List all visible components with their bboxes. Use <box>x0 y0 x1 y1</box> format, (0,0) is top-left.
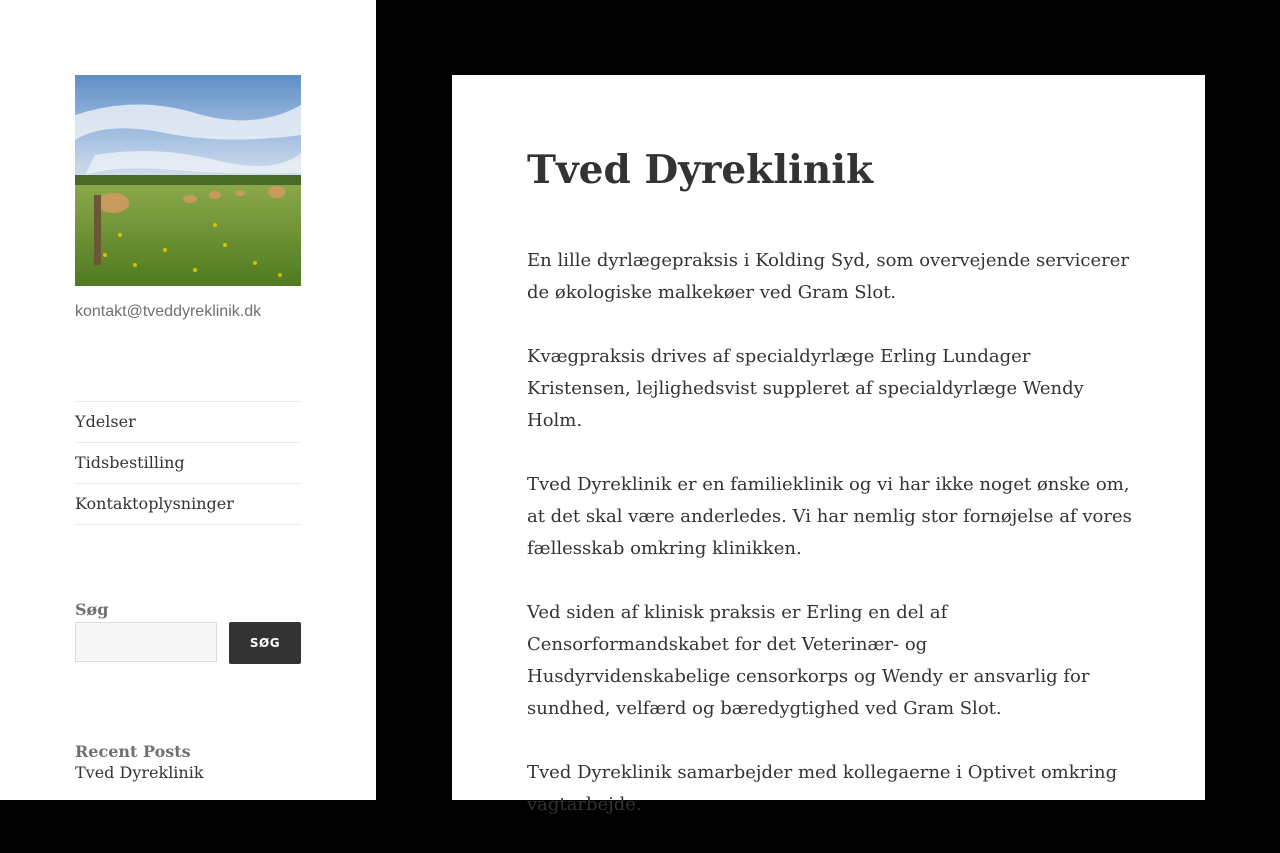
search-widget <box>75 600 301 664</box>
post-paragraph: Tved Dyreklinik er en familieklinik og vi har ikke noget ønske om, at det skal være anderledes. Vi har nemlig stor fornøjelse af vores fællesskab omkring klinikken. <box>527 474 1132 559</box>
post-paragraph: Ved siden af klinisk praksis er Erling en del af Censorformandskabet for det Veterinær- og Husdyrvidenskabelige censorkorps og Wendy er ansvarlig for sundhed, velfærd og bæredygtighed ved Gram Slot. <box>527 602 1090 719</box>
header-image-cows-in-field <box>75 75 301 286</box>
post-paragraph: Tved Dyreklinik samarbejder med kollegaerne i Optivet omkring vagtarbejde. <box>527 762 1118 815</box>
sidebar <box>0 0 376 800</box>
post-title: Tved Dyreklinik <box>527 147 874 193</box>
post-paragraph: Kvægpraksis drives af specialdyrlæge Erling Lundager Kristensen, lejlighedsvist suppleret af specialdyrlæge Wendy Holm. <box>527 346 1084 431</box>
main-navigation <box>75 401 301 525</box>
post-body <box>527 245 1132 853</box>
nav-item-ydelser[interactable]: Ydelser <box>75 402 301 443</box>
recent-posts-widget <box>75 742 301 782</box>
post-paragraph: En lille dyrlægepraksis i Kolding Syd, som overvejende servicerer de økologiske malkekøer ved Gram Slot. <box>527 250 1130 303</box>
search-widget-title: Søg <box>75 600 109 619</box>
search-button[interactable]: SØG <box>229 622 301 664</box>
nav-item-kontaktoplysninger[interactable]: Kontaktoplysninger <box>75 484 301 525</box>
recent-posts-title: Recent Posts <box>75 742 191 761</box>
site-email: kontakt@tveddyreklinik.dk <box>75 303 262 320</box>
recent-post-link[interactable]: Tved Dyreklinik <box>75 763 204 782</box>
nav-item-tidsbestilling[interactable]: Tidsbestilling <box>75 443 301 484</box>
search-input[interactable] <box>75 622 217 662</box>
post-card <box>452 75 1205 815</box>
